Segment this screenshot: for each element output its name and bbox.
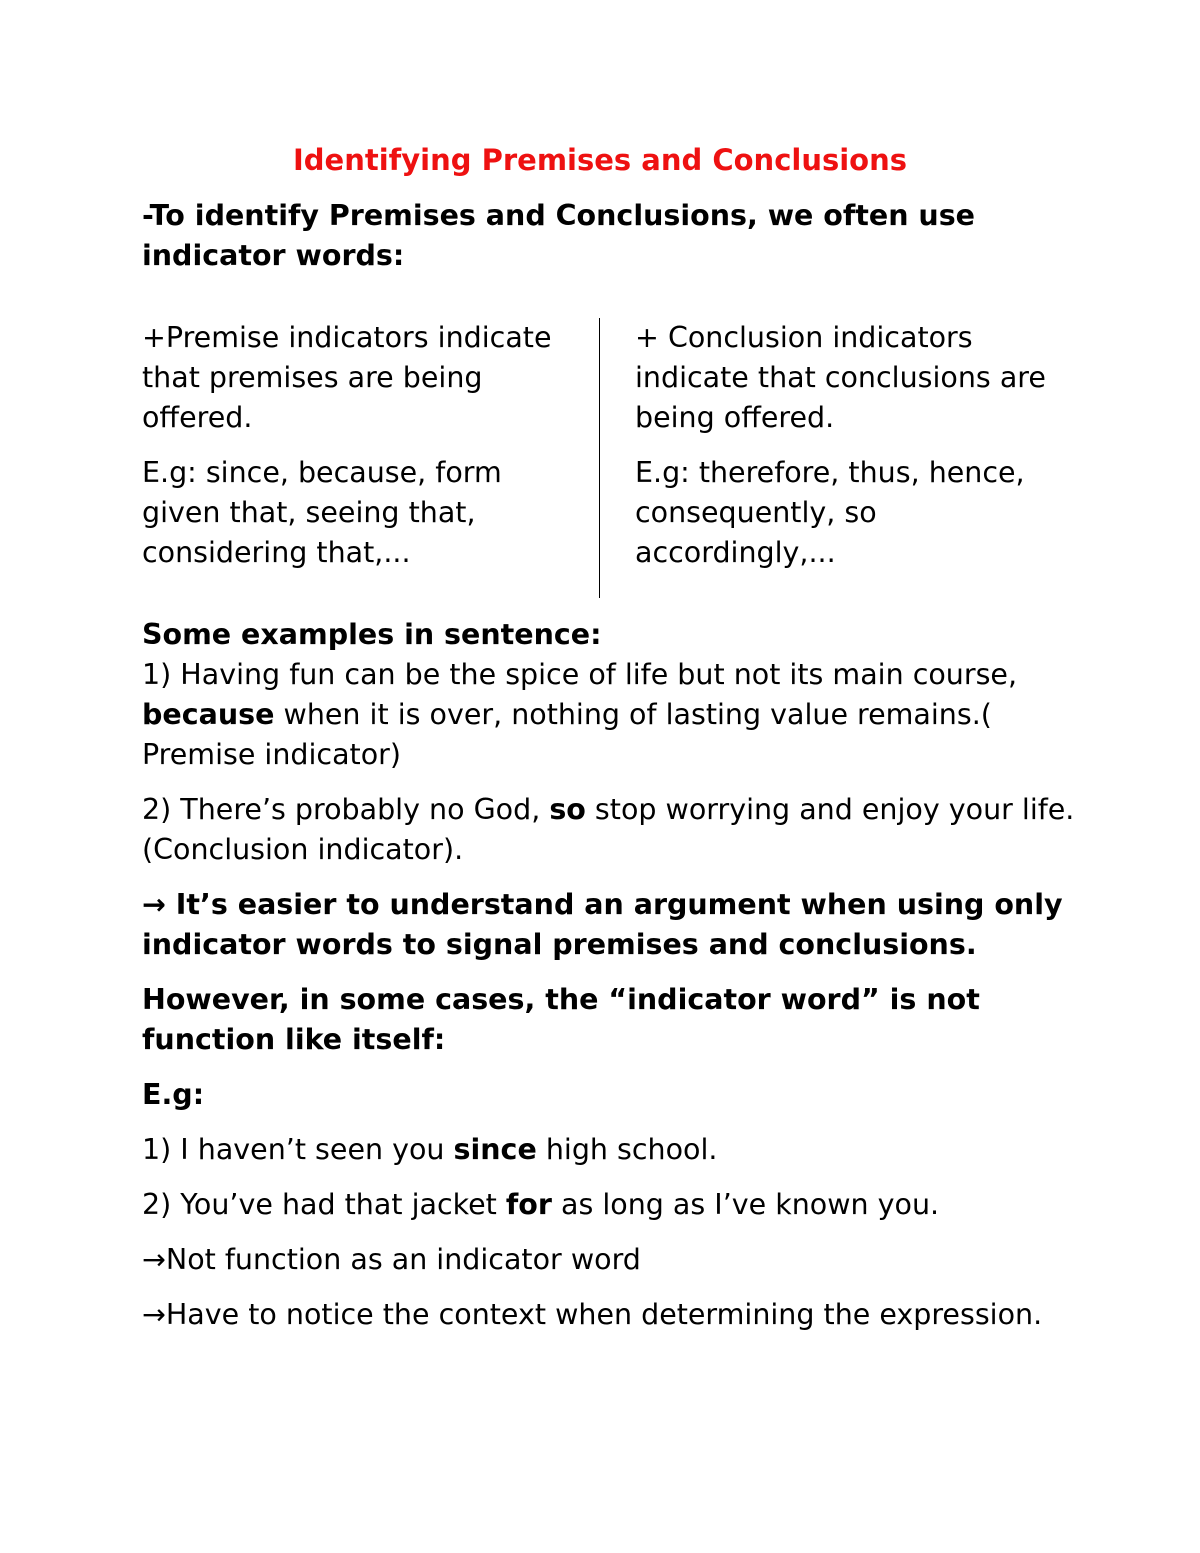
counter-1-keyword: since (453, 1133, 537, 1166)
eg-label: E.g: (142, 1078, 205, 1111)
example-1-text-before: 1) Having fun can be the spice of life but not its main course, (142, 658, 1018, 691)
example-2-text-after: stop worrying and enjoy your life.(Conclusion indicator). (142, 793, 1075, 866)
page-title: Identifying Premises and Conclusions (292, 143, 908, 177)
premise-indicators-heading: +Premise indicators indicate that premises are being offered. (142, 321, 552, 434)
conclusion-line-1: →Not function as an indicator word (142, 1243, 641, 1276)
example-1-text-after: when it is over, nothing of lasting value remains.( Premise indicator) (142, 698, 992, 771)
conclusion-indicators-heading: + Conclusion indicators indicate that conclusions are being offered. (635, 321, 1046, 434)
counter-2-keyword: for (505, 1188, 552, 1221)
examples-body (142, 615, 1082, 1335)
counter-2-text-before: 2) You’ve had that jacket (142, 1188, 506, 1221)
conclusion-line-2: →Have to notice the context when determining the expression. (142, 1298, 1043, 1331)
intro-paragraph: -To identify Premises and Conclusions, we often use indicator words: (142, 199, 975, 272)
examples-heading: Some examples in sentence: (142, 618, 602, 651)
example-sentence-2 (142, 790, 1082, 870)
example-2-text-before: 2) There’s probably no God, (142, 793, 550, 826)
conclusion-indicators-examples: E.g: therefore, thus, hence, consequently, so accordingly,... (635, 456, 1025, 569)
premise-indicators-examples: E.g: since, because, form given that, seeing that, considering that,... (142, 456, 502, 569)
conclusion-indicators-column (635, 318, 1075, 573)
premise-indicators-column (142, 318, 582, 573)
example-2-keyword: so (549, 793, 586, 826)
however-paragraph: However, in some cases, the “indicator word” is not function like itself: (142, 983, 980, 1056)
counter-example-1 (142, 1130, 1082, 1170)
note-paragraph: → It’s easier to understand an argument when using only indicator words to signal premises and conclusions. (142, 888, 1063, 961)
counter-1-text-after: high school. (536, 1133, 718, 1166)
column-divider (599, 318, 600, 598)
counter-1-text-before: 1) I haven’t seen you (142, 1133, 454, 1166)
counter-example-2 (142, 1185, 1082, 1225)
counter-2-text-after: as long as I’ve known you. (551, 1188, 940, 1221)
example-sentence-1 (142, 655, 1082, 775)
example-1-keyword: because (142, 698, 275, 731)
